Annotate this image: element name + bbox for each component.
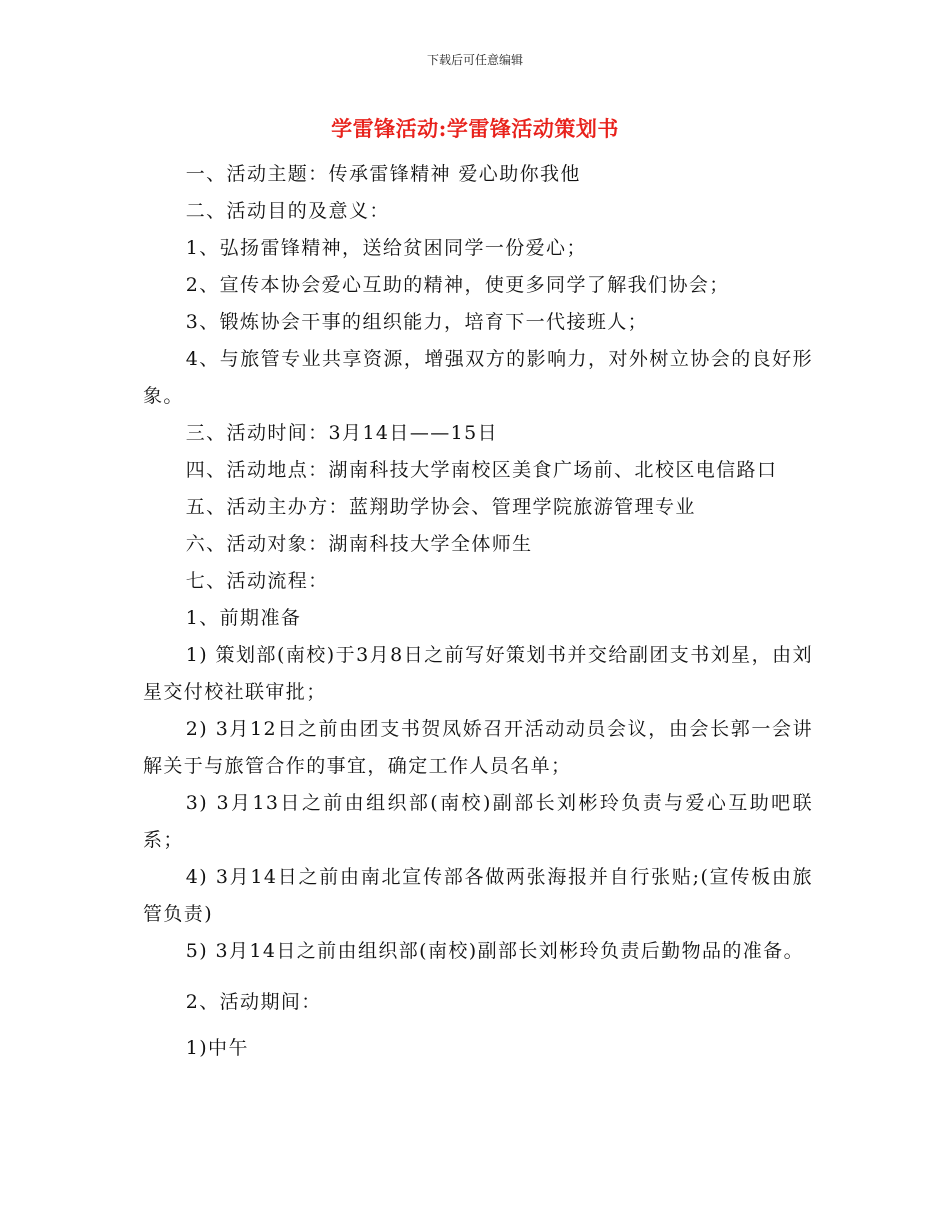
paragraph-purpose-4: 4、与旅管专业共享资源，增强双方的影响力，对外树立协会的良好形象。 bbox=[143, 348, 813, 407]
paragraph-noon: 1)中午 bbox=[185, 1037, 249, 1059]
document-title: 学雷锋活动:学雷锋活动策划书 bbox=[331, 116, 619, 141]
paragraph-process-heading: 七、活动流程： bbox=[185, 570, 329, 592]
paragraph-during-heading: 2、活动期间： bbox=[185, 991, 322, 1013]
paragraph-theme: 一、活动主题：传承雷锋精神 爱心助你我他 bbox=[185, 163, 581, 185]
paragraph-prep-step-1: 1) 策划部(南校)于3月8日之前写好策划书并交给副团支书刘星，由刘星交付校社联审批； bbox=[143, 644, 813, 703]
paragraph-purpose-3: 3、锻炼协会干事的组织能力，培育下一代接班人； bbox=[185, 311, 649, 333]
paragraph-prep-step-5: 5) 3月14日之前由组织部(南校)副部长刘彬玲负责后勤物品的准备。 bbox=[185, 940, 804, 962]
paragraph-preparation-heading: 1、前期准备 bbox=[185, 607, 302, 629]
document-body bbox=[143, 156, 813, 1067]
paragraph-prep-step-4: 4) 3月14日之前由南北宣传部各做两张海报并自行张贴;(宣传板由旅管负责) bbox=[143, 866, 813, 925]
page-header-note: 下载后可任意编辑 bbox=[426, 53, 523, 67]
paragraph-location: 四、活动地点：湖南科技大学南校区美食广场前、北校区电信路口 bbox=[185, 459, 778, 481]
paragraph-purpose-2: 2、宣传本协会爱心互助的精神，使更多同学了解我们协会； bbox=[185, 274, 730, 296]
paragraph-audience: 六、活动对象：湖南科技大学全体师生 bbox=[185, 533, 533, 555]
paragraph-prep-step-3: 3) 3月13日之前由组织部(南校)副部长刘彬玲负责与爱心互助吧联系； bbox=[143, 792, 813, 851]
paragraph-prep-step-2: 2) 3月12日之前由团支书贺凤娇召开活动动员会议，由会长郭一会讲解关于与旅管合作的事宜，确定工作人员名单； bbox=[143, 718, 813, 777]
paragraph-time: 三、活动时间：3月14日——15日 bbox=[185, 422, 498, 444]
paragraph-organizer: 五、活动主办方：蓝翔助学协会、管理学院旅游管理专业 bbox=[185, 496, 696, 518]
paragraph-purpose-1: 1、弘扬雷锋精神，送给贫困同学一份爱心； bbox=[185, 237, 587, 259]
paragraph-purpose-heading: 二、活动目的及意义： bbox=[185, 200, 390, 222]
